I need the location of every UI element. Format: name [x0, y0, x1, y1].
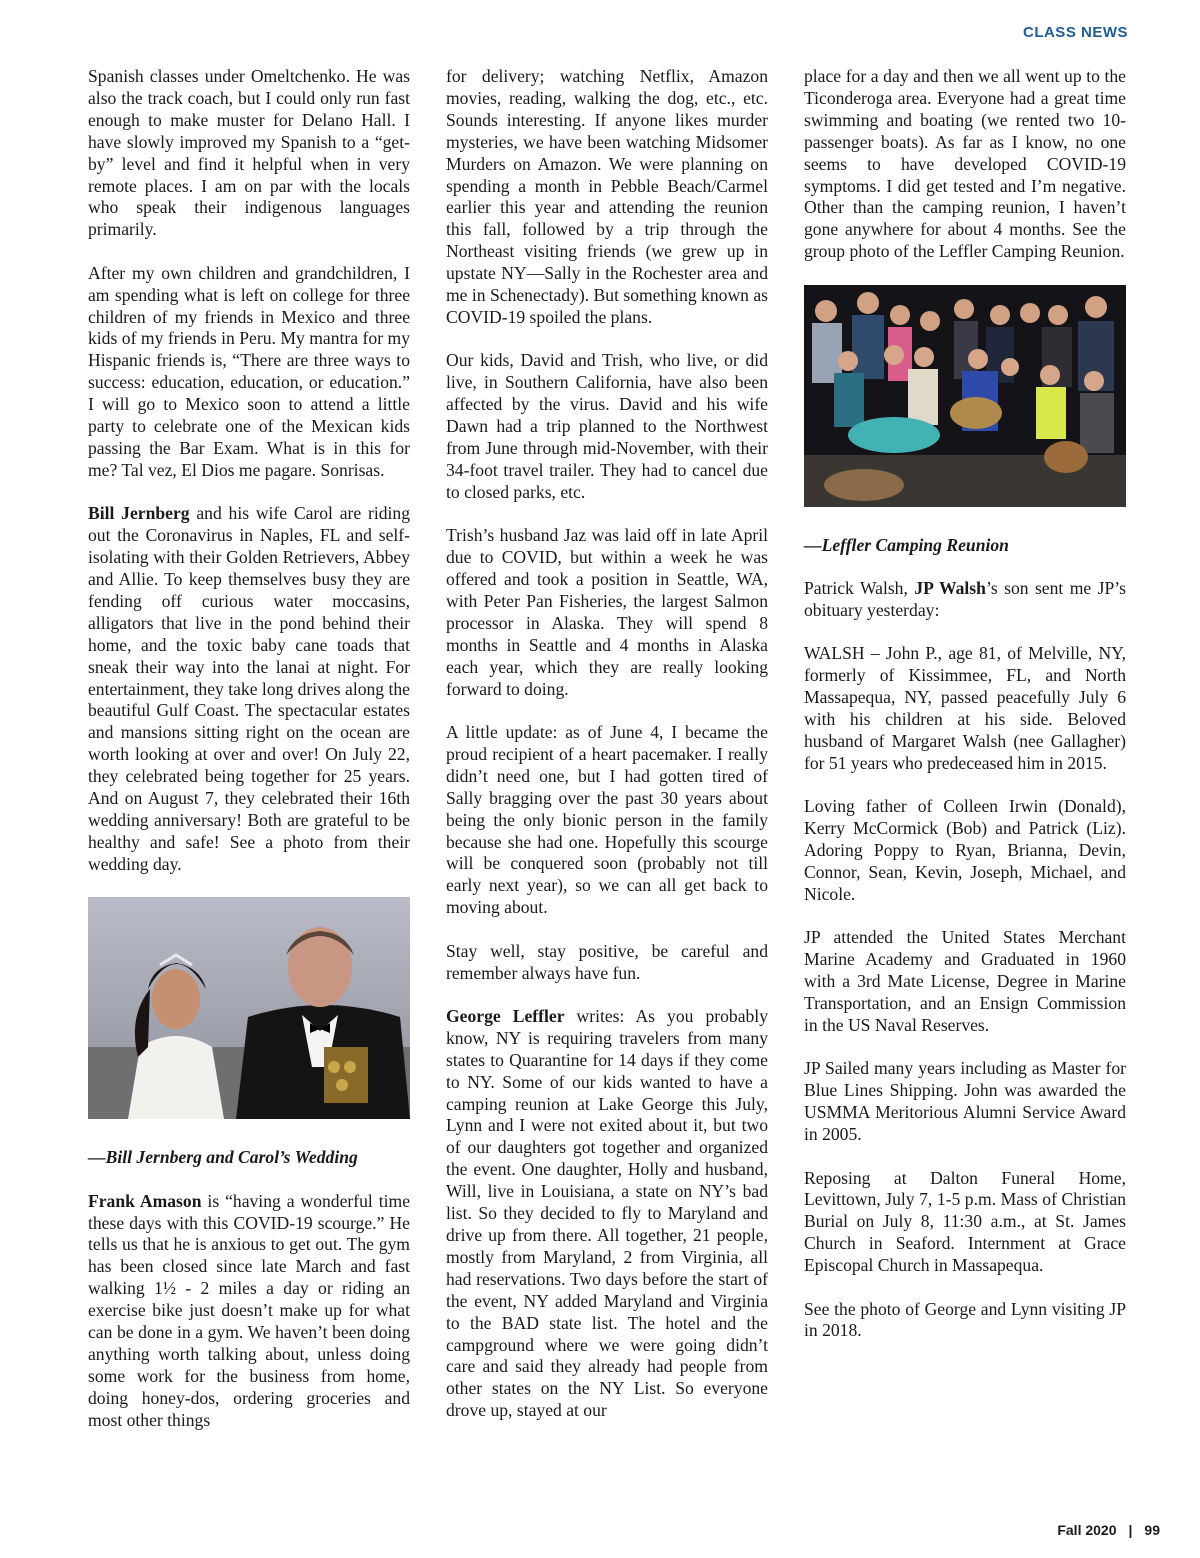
- page-number: 99: [1144, 1522, 1160, 1538]
- wedding-photo: [88, 897, 410, 1119]
- paragraph: Our kids, David and Trish, who live, or did live, in Southern California, have also been affected by the virus. David and his wife Dawn had a trip planned to the Northwest from June through mid-November, with their 34-foot travel trailer. They had to cancel due to closed parks, etc.: [446, 350, 768, 502]
- paragraph: A little update: as of June 4, I became the proud recipient of a heart pacemaker. I really didn’t need one, but I had gotten tired of Sally bragging over the past 30 years about being the only bionic person in the family because she had one. Hopefully this scourge will be conquered soon (probably not till early next year), so we can all get back to moving about.: [446, 721, 768, 918]
- paragraph: [804, 578, 1126, 622]
- paragraph-text: Patrick Walsh,: [804, 578, 915, 599]
- paragraph: See the photo of George and Lynn visiting JP in 2018.: [804, 1298, 1126, 1341]
- camping-reunion-photo: [804, 285, 1126, 507]
- paragraph: Stay well, stay positive, be careful and remember always have fun.: [446, 940, 768, 983]
- paragraph: for delivery; watching Netflix, Amazon movies, reading, walking the dog, etc., etc. Sounds interesting. If anyone likes murder mysteries, we have been watching Midsomer Murders on Amazon. We were planning on spending a month in Pebble Beach/Carmel earlier this year and attending the reunion this fall, followed by a trip through the Northeast visiting friends (we grew up in upstate NY—Sally in the Rochester area and me in Schenectady). But something known as COVID-19 spoiled the plans.: [446, 66, 769, 327]
- photo-caption: —Leffler Camping Reunion: [804, 534, 1009, 555]
- section-label: CLASS NEWS: [1022, 24, 1128, 41]
- classmate-name: Bill Jernberg: [88, 503, 190, 524]
- paragraph: Trish’s husband Jaz was laid off in late April due to COVID, but within a week he was offered and took a position in Seattle, WA, with Peter Pan Fisheries, the largest Salmon processor in Alaska. They will spend 8 months in Seattle and 4 months in Alaska each year, which they are really looking forward to doing.: [446, 525, 768, 699]
- classmate-name: JP Walsh: [914, 578, 986, 599]
- issue-label: Fall 2020: [1057, 1522, 1117, 1538]
- paragraph-text: is “having a wonderful time these days with this COVID-19 scourge.” He tells us that he is anxious to get out. The gym has been closed since late March and fast walking 1½ - 2 miles a day or riding an exercise bike just doesn’t make up for what can be done in a gym. We haven’t been doing anything worth talking about, unless doing some work for the business from home, doing honey-dos, ordering groceries and most other things: [88, 1190, 411, 1430]
- page-footer: [1057, 1522, 1160, 1538]
- paragraph: Loving father of Colleen Irwin (Donald), Kerry McCormick (Bob) and Patrick (Liz). Adoring Poppy to Ryan, Brianna, Devin, Connor, Sean, Kevin, Joseph, Michael, and Nicole.: [804, 796, 1126, 904]
- classmate-name: Frank Amason: [88, 1190, 202, 1211]
- paragraph-text: ’s son sent me JP’s obituary yesterday:: [804, 578, 1127, 620]
- paragraph: Spanish classes under Omeltchenko. He was also the track coach, but I could only run fast enough to make muster for Delano Hall. I have slowly improved my Spanish to a “get-by” level and find it helpful when in very remote places. I am on par with the locals who speak their indigenous languages primarily.: [88, 66, 410, 240]
- column-3: [804, 66, 1126, 1342]
- paragraph-text: writes: As you probably know, NY is requiring travelers from many states to Quarantine for 14 days if they come to NY. Some of our kids wanted to have a camping reunion at Lake George this July, Lynn and I were not exited about it, but two of our daughters got together and organized the event. One daughter, Holly and husband, Will, live in Louisiana, a state on NY’s bad list. So they decided to fly to Maryland and drive up from there. All together, 21 people, mostly from Maryland, 2 from Virginia, all had reservations. Two days before the start of the event, NY added Maryland and Virginia to the BAD state list. The hotel and the campground where we were going didn’t care and said they already had people from other states on the NY List. So everyone drove up, stayed at our: [446, 1005, 768, 1421]
- paragraph: Reposing at Dalton Funeral Home, Levittown, July 7, 1-5 p.m. Mass of Christian Burial on July 8, 11:30 a.m., at St. James Church in Seaford. Internment at Grace Episcopal Church in Massapequa.: [804, 1167, 1126, 1276]
- paragraph: WALSH – John P., age 81, of Melville, NY, formerly of Kissimmee, FL, and North Massapequa, NY, passed peacefully July 6 with his children at his side. Beloved husband of Margaret Walsh (nee Gallagher) for 51 years who predeceased him in 2015.: [804, 643, 1126, 773]
- column-1: [88, 66, 410, 1432]
- photo-caption: —Bill Jernberg and Carol’s Wedding: [88, 1147, 358, 1168]
- paragraph: [88, 503, 410, 875]
- column-2: [446, 66, 768, 1422]
- paragraph: After my own children and grandchildren, I am spending what is left on college for three children of my friends in Mexico and three kids of my friends in Peru. My mantra for my Hispanic friends is, “There are three ways to success: education, education, or education.” I will go to Mexico soon to attend a little party to celebrate one of the Mexican kids passing the Bar Exam. What is in this for me? Tal vez, El Dios me pagare. Sonrisas.: [88, 262, 410, 480]
- paragraph: JP attended the United States Merchant Marine Academy and Graduated in 1960 with a 3rd Mate License, Degree in Marine Transportation, and an Ensign Commission in the US Naval Reserves.: [804, 927, 1126, 1035]
- paragraph: [88, 1191, 410, 1432]
- paragraph: [446, 1006, 768, 1422]
- classmate-name: George Leffler: [446, 1005, 565, 1026]
- paragraph: JP Sailed many years including as Master for Blue Lines Shipping. John was awarded the USMMA Meritorious Alumni Service Award in 2005.: [804, 1058, 1126, 1145]
- paragraph: place for a day and then we all went up to the Ticonderoga area. Everyone had a great time swimming and boating (we rented two 10-passenger boats). As far as I know, no one seems to have developed COVID-19 symptoms. I did get tested and I’m negative. Other than the camping reunion, I haven’t gone anywhere for about 4 months. See the group photo of the Leffler Camping Reunion.: [804, 66, 1126, 262]
- footer-separator: |: [1128, 1522, 1133, 1538]
- paragraph-text: and his wife Carol are riding out the Coronavirus in Naples, FL and self-isolating with their Golden Retrievers, Abbey and Allie. To keep themselves busy they are fending off curious water moccasins, alligators that live in the pond behind their home, and the toxic baby cane toads that sneak their way into the lanai at night. For entertainment, they take long drives along the beautiful Gulf Coast. The spectacular estates and mansions sitting right on the ocean are worth looking at over and over! On July 22, they celebrated being together for 25 years. And on August 7, they celebrated their 16th wedding anniversary! Both are grateful to be healthy and safe! See a photo from their wedding day.: [88, 503, 410, 874]
